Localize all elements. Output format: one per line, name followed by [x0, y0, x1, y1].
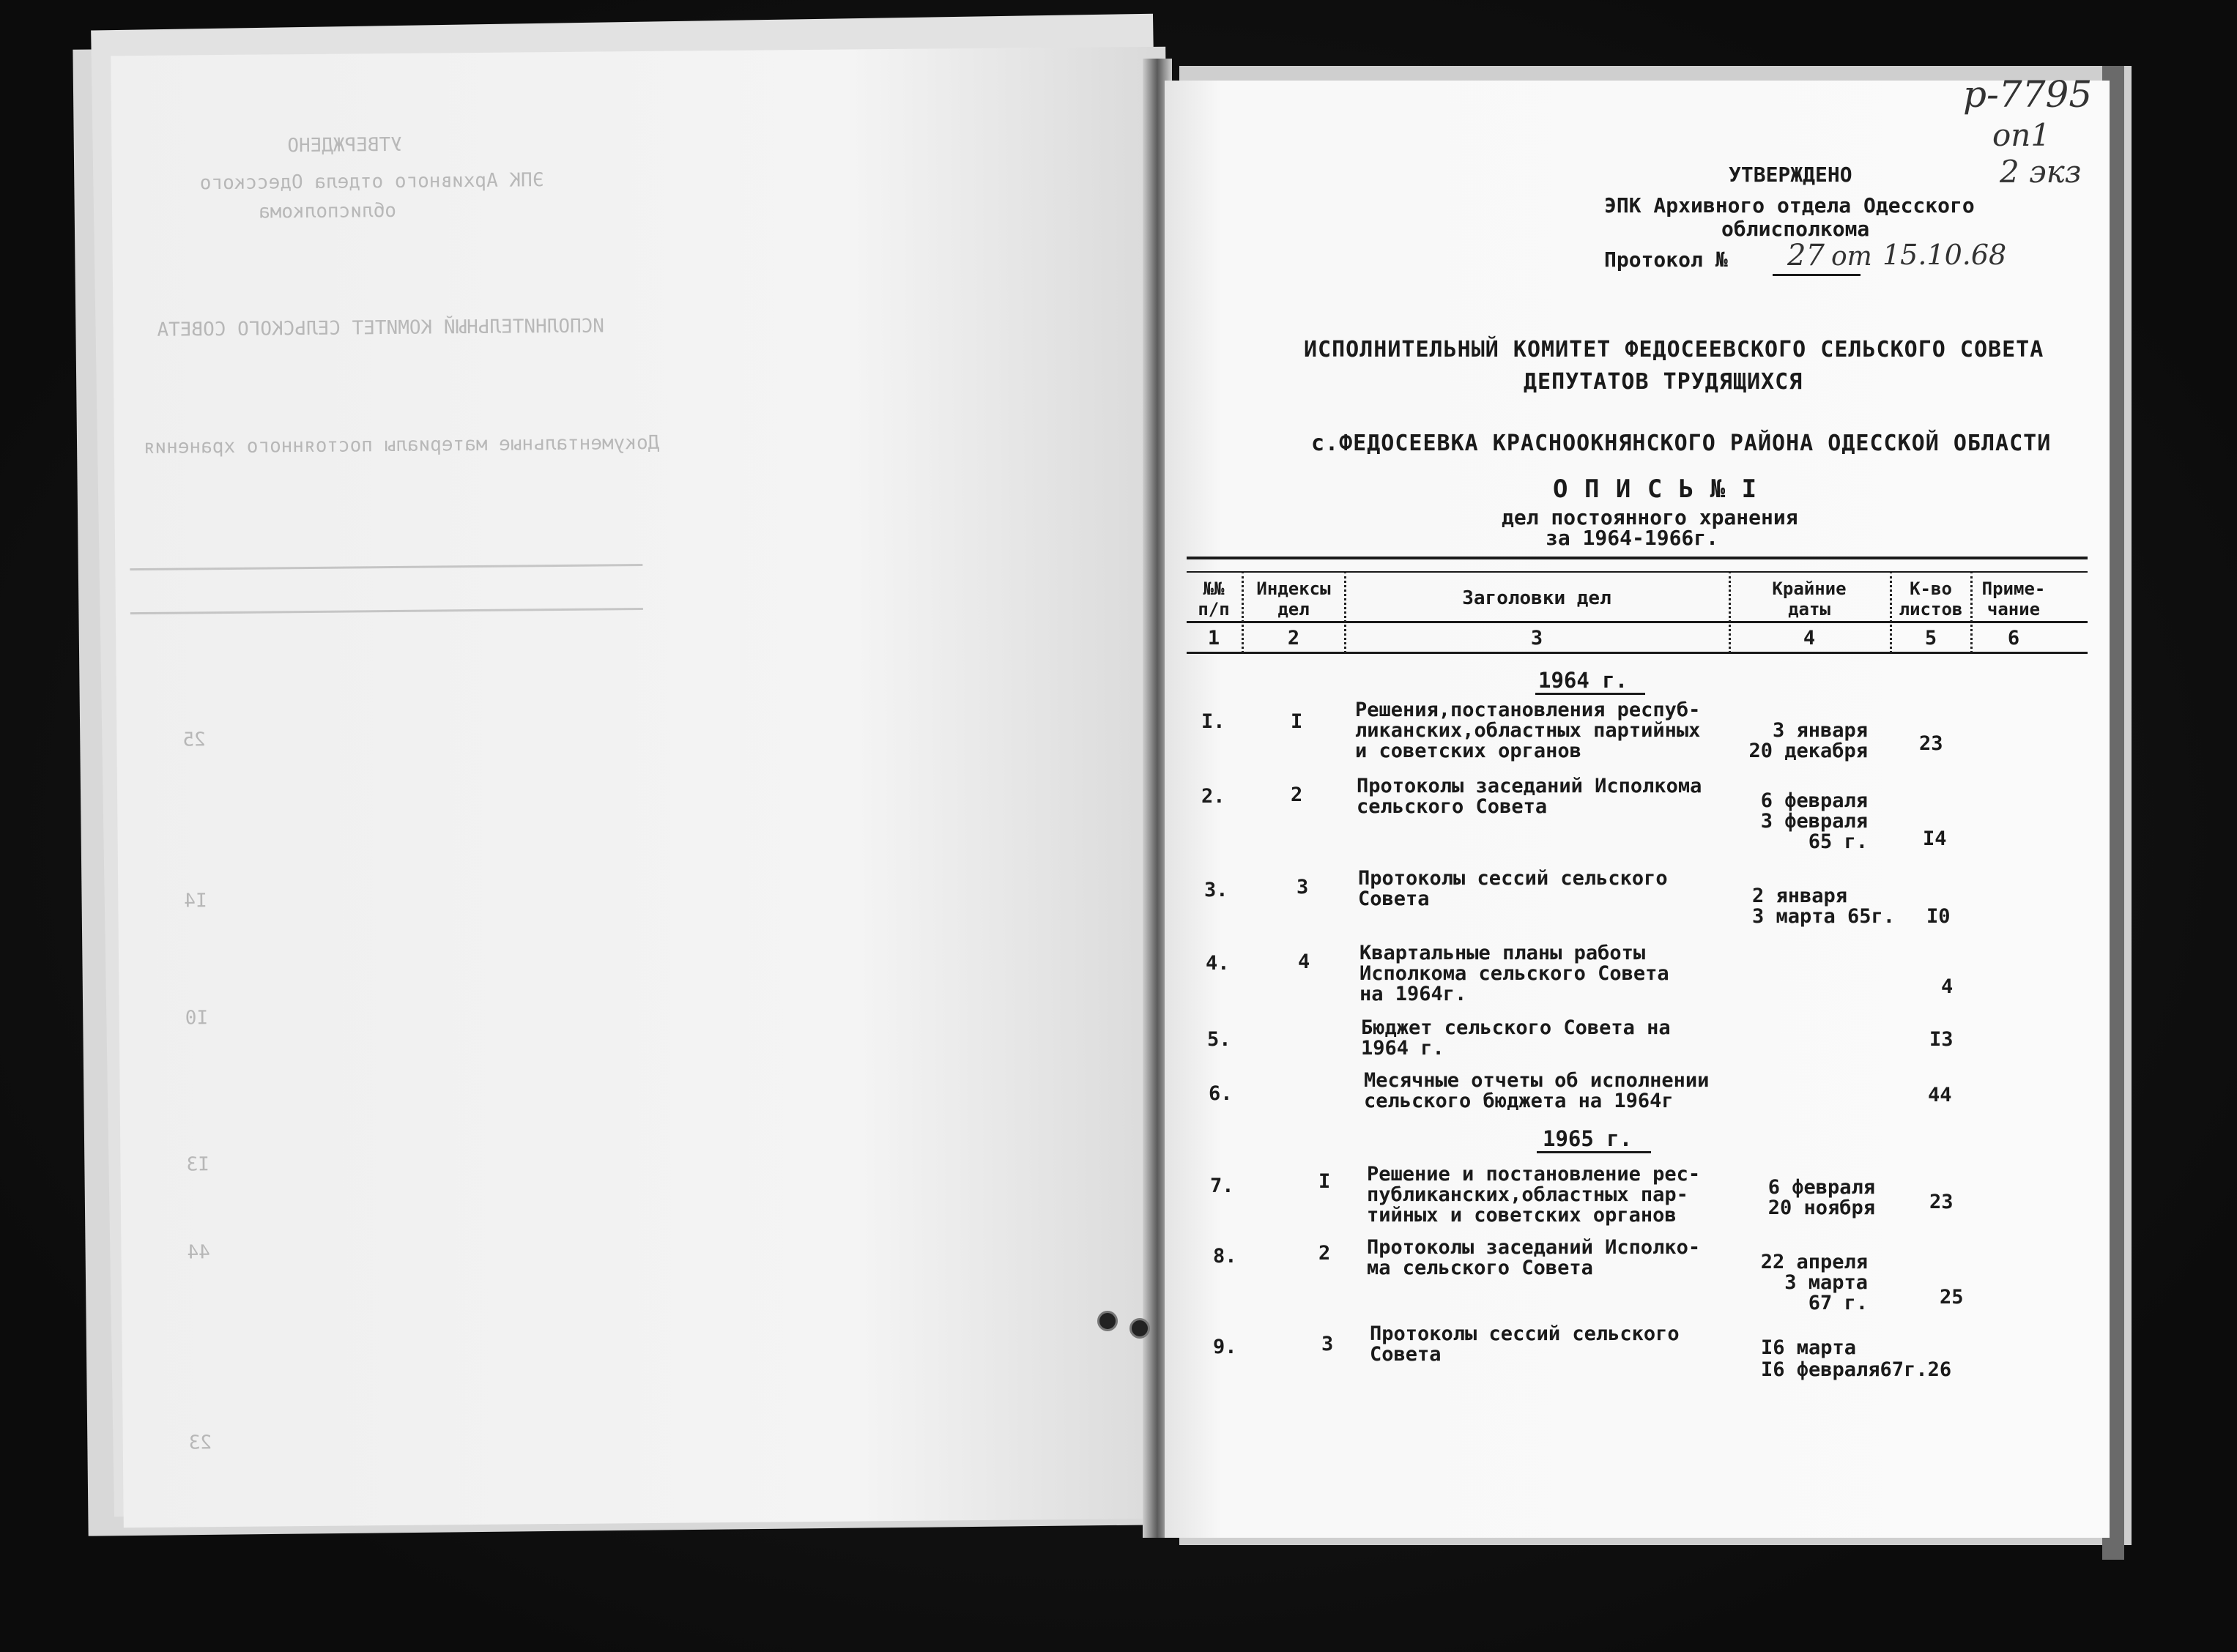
col-divider: [1344, 571, 1346, 653]
col-header-dates: Крайние даты: [1772, 578, 1847, 620]
col-header-sheets: К-во листов: [1899, 578, 1963, 620]
col-header-title: Заголовки дел: [1462, 587, 1611, 609]
table-top-rule: [1187, 557, 2088, 559]
table-header-bottom-rule: [1187, 621, 2088, 623]
left-page-show-through: УТВЕРЖДЕНО ЭПК Архивного отдела Одесского облисполкома ИСПОЛНИТЕЛЬНЫЙ КОМИТЕТ СЕЛЬСКОГО СОВЕТА Документальные материалы постоянного хранения 25 I4 I0 I3 44 23: [111, 47, 1178, 1528]
row-title: Протоколы сессий сельского Совета: [1358, 867, 1668, 910]
row-title: Протоколы заседаний Исполкома сельского Совета: [1357, 775, 1702, 818]
year-underline: [1535, 693, 1645, 695]
col-number: 1: [1207, 627, 1220, 650]
col-header-index: Индексы дел: [1256, 578, 1331, 620]
row-dates: 22 апреля 3 марта 67 г.: [1760, 1251, 1868, 1314]
row-dates: I6 марта I6 февраля67г.26: [1761, 1336, 1952, 1381]
row-title: Бюджет сельского Совета на 1964 г.: [1361, 1016, 1671, 1060]
row-index: I: [1318, 1170, 1331, 1193]
col-header-note: Приме- чание: [1981, 578, 2046, 620]
col-number: 6: [2007, 627, 2020, 650]
binding-hole: [1097, 1311, 1118, 1331]
row-index: 3: [1321, 1333, 1334, 1355]
row-number: 8.: [1213, 1245, 1237, 1268]
row-number: 5.: [1207, 1028, 1231, 1051]
approval-body-line2: облисполкома: [1721, 217, 1870, 241]
row-sheets: I3: [1929, 1028, 1954, 1051]
row-number: 6.: [1209, 1082, 1233, 1105]
row-number: 4.: [1206, 952, 1230, 975]
row-sheets: 44: [1928, 1084, 1952, 1106]
protocol-label: Протокол №: [1604, 248, 1728, 272]
row-number: 9.: [1213, 1336, 1237, 1358]
org-name-line2: ДЕПУТАТОВ ТРУДЯЩИХСЯ: [1524, 369, 1803, 395]
row-sheets: 25: [1940, 1286, 1964, 1309]
col-divider: [1970, 571, 1973, 653]
row-title: Протоколы заседаний Исполко- ма сельского Совета: [1367, 1236, 1701, 1279]
row-dates: 6 февраля 20 ноября: [1767, 1176, 1875, 1219]
col-number: 2: [1287, 627, 1300, 650]
col-number: 5: [1924, 627, 1937, 650]
row-title: Квартальные планы работы Исполкома сельского Совета на 1964г.: [1359, 942, 1669, 1005]
row-index: I: [1291, 710, 1303, 733]
row-index: 3: [1296, 876, 1309, 898]
row-number: 2.: [1201, 785, 1225, 808]
inventory-title: О П И С Ь № I: [1553, 475, 1758, 504]
row-number: I.: [1201, 710, 1225, 733]
col-divider: [1729, 571, 1731, 653]
year-heading-1965: 1965 г.: [1543, 1126, 1633, 1151]
row-sheets: 23: [1919, 732, 1943, 755]
row-title: Протоколы сессий сельского Совета: [1370, 1322, 1680, 1366]
row-index: 2: [1291, 784, 1303, 806]
row-sheets: I4: [1923, 827, 1947, 850]
row-number: 3.: [1204, 879, 1228, 901]
table-top-rule-2: [1187, 571, 2088, 573]
binding-hole: [1129, 1318, 1150, 1339]
opis-number: оп1: [1992, 117, 2051, 153]
row-number: 7.: [1210, 1175, 1234, 1197]
row-sheets: 4: [1941, 975, 1954, 998]
col-header-num: №№ п/п: [1198, 578, 1230, 620]
row-dates: 3 января 20 декабря: [1748, 719, 1868, 762]
protocol-underline: [1773, 274, 1861, 276]
location-line: с.ФЕДОСЕЕВКА КРАСНООКНЯНСКОГО РАЙОНА ОДЕССКОЙ ОБЛАСТИ: [1311, 431, 2052, 456]
protocol-from: от: [1831, 242, 1872, 272]
protocol-number: 27: [1787, 239, 1825, 272]
row-sheets: 23: [1929, 1191, 1954, 1213]
col-divider: [1890, 571, 1892, 653]
approval-body-line1: ЭПК Архивного отдела Одесского: [1604, 193, 1975, 217]
row-sheets: I0: [1926, 905, 1951, 928]
fond-number: р-7795: [1963, 73, 2093, 116]
year-underline: [1537, 1151, 1651, 1153]
col-number: 3: [1530, 627, 1543, 650]
row-dates: 2 января 3 марта 65г.: [1752, 885, 1896, 928]
row-dates: 6 февраля 3 февраля 65 г.: [1760, 789, 1868, 853]
inventory-subtitle-line1: дел постоянного хранения: [1502, 505, 1798, 529]
year-heading-1964: 1964 г.: [1538, 668, 1628, 693]
col-number: 4: [1803, 627, 1816, 650]
inventory-subtitle-line2: за 1964-1966г.: [1546, 526, 1719, 550]
protocol-date: 15.10.68: [1882, 239, 2007, 271]
approval-title: УТВЕРЖДЕНО: [1729, 163, 1852, 187]
copies-count: 2 экз: [2000, 154, 2082, 190]
row-title: Решение и постановление рес- публиканских,областных пар- тийных и советских органов: [1367, 1163, 1701, 1227]
row-index: 2: [1318, 1242, 1331, 1265]
col-divider: [1242, 571, 1244, 653]
org-name-line1: ИСПОЛНИТЕЛЬНЫЙ КОМИТЕТ ФЕДОСЕЕВСКОГО СЕЛЬСКОГО СОВЕТА: [1304, 337, 2044, 362]
row-title: Месячные отчеты об исполнении сельского бюджета на 1964г: [1364, 1069, 1710, 1112]
row-index: 4: [1298, 950, 1310, 973]
row-title: Решения,постановления респуб- ликанских,областных партийных и советских органов: [1355, 699, 1701, 762]
table-numbers-bottom-rule: [1187, 652, 2088, 654]
